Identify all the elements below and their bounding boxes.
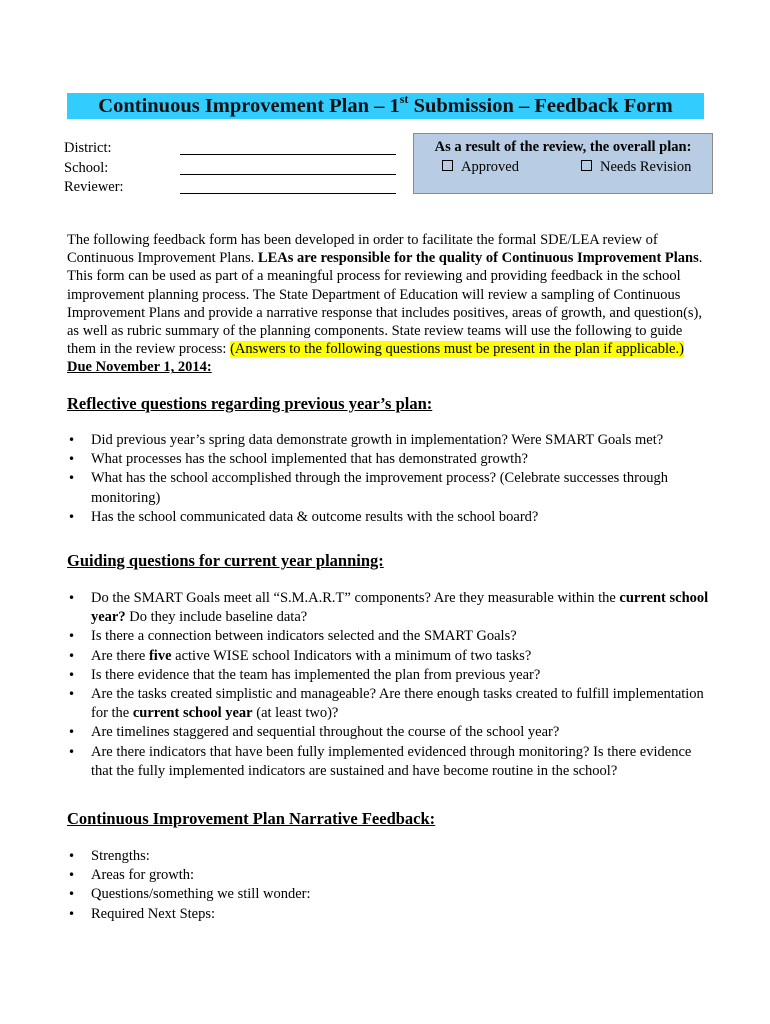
reviewer-label: Reviewer: xyxy=(64,179,124,195)
list-item: • Strengths: xyxy=(67,847,712,866)
reflective-list xyxy=(67,431,712,527)
title-superscript: st xyxy=(399,92,409,107)
needs-revision-label: Needs Revision xyxy=(600,159,692,175)
list-item xyxy=(67,685,712,723)
form-title-bar xyxy=(67,93,704,119)
list-item xyxy=(67,647,712,666)
district-label: District: xyxy=(64,140,112,156)
item-text: Are the tasks created simplistic and manageable? Are there enough tasks created to fulfill implementation for the xyxy=(91,686,704,722)
intro-paragraph xyxy=(67,231,712,377)
list-item: • Areas for growth: xyxy=(67,866,712,885)
item-bold: current school year? xyxy=(91,590,709,626)
list-item: • Has the school communicated data & outcome results with the school board? xyxy=(67,508,712,527)
reviewer-input-line[interactable] xyxy=(180,193,396,194)
intro-bold-text: LEAs are responsible for the quality of Continuous Improvement Plans xyxy=(257,250,699,267)
list-item: • What has the school accomplished through the improvement process? (Celebrate successes through monitoring) xyxy=(67,469,712,507)
item-text: Are there xyxy=(91,647,149,664)
review-result-box xyxy=(413,133,713,194)
narrative-heading: Continuous Improvement Plan Narrative Feedback: xyxy=(67,809,436,828)
title-text-prefix: Continuous Improvement Plan – 1 xyxy=(98,95,400,117)
needs-revision-option[interactable] xyxy=(581,158,691,176)
list-item: • Is there evidence that the team has implemented the plan from previous year? xyxy=(67,666,712,685)
item-bold: current school year xyxy=(132,705,253,722)
list-item: • Are timelines staggered and sequential throughout the course of the school year? xyxy=(67,723,712,742)
needs-revision-checkbox[interactable] xyxy=(581,160,592,171)
item-text: Do the SMART Goals meet all “S.M.A.R.T” components? Are they measurable within the xyxy=(91,590,620,606)
district-input-line[interactable] xyxy=(180,154,396,155)
intro-text-2: . This form can be used as part of a meaningful process for reviewing and providing feedback in the school improvement planning process. The State Department of Education will review a sampling of Continuous Improvement Plans and provide a narrative response that includes positives, areas of growth, and question(s), as well as rubric summary of the planning components. State review teams will use the following to guide them in the review process: xyxy=(67,250,703,358)
school-label: School: xyxy=(64,159,109,176)
item-bold: five xyxy=(148,647,172,664)
approved-label: Approved xyxy=(461,159,519,175)
approved-option[interactable] xyxy=(442,158,519,176)
list-item: • Required Next Steps: xyxy=(67,905,712,924)
reflective-heading: Reflective questions regarding previous year’s plan: xyxy=(67,394,433,413)
guiding-heading: Guiding questions for current year planning: xyxy=(67,551,384,570)
narrative-list xyxy=(67,847,712,924)
item-text: (at least two)? xyxy=(252,705,339,722)
guiding-list xyxy=(67,589,712,781)
title-text-suffix: Submission – Feedback Form xyxy=(408,95,673,117)
due-date: Due November 1, 2014: xyxy=(67,359,212,376)
approved-checkbox[interactable] xyxy=(442,160,453,171)
school-input-line[interactable] xyxy=(180,174,396,175)
review-result-title: As a result of the review, the overall plan: xyxy=(434,139,692,155)
list-item: • Is there a connection between indicators selected and the SMART Goals? xyxy=(67,627,712,646)
list-item: • What processes has the school implemented that has demonstrated growth? xyxy=(67,450,712,469)
list-item: • Did previous year’s spring data demonstrate growth in implementation? Were SMART Goals met? xyxy=(67,431,712,450)
list-item: • Are there indicators that have been fully implemented evidenced through monitoring? Is there evidence that the fully implemented indicators are sustained and have become routine in the school? xyxy=(67,743,712,781)
intro-highlight: (Answers to the following questions must be present in the plan if applicable.) xyxy=(230,341,684,358)
list-item: • Questions/something we still wonder: xyxy=(67,885,712,904)
form-title xyxy=(67,93,704,120)
intro-text-1: The following feedback form has been developed in order to facilitate the formal SDE/LEA review of Continuous Improvement Plans. xyxy=(67,232,658,267)
item-text: active WISE school Indicators with a minimum of two tasks? xyxy=(171,647,532,664)
list-item xyxy=(67,589,712,627)
item-text: Do they include baseline data? xyxy=(125,609,308,626)
